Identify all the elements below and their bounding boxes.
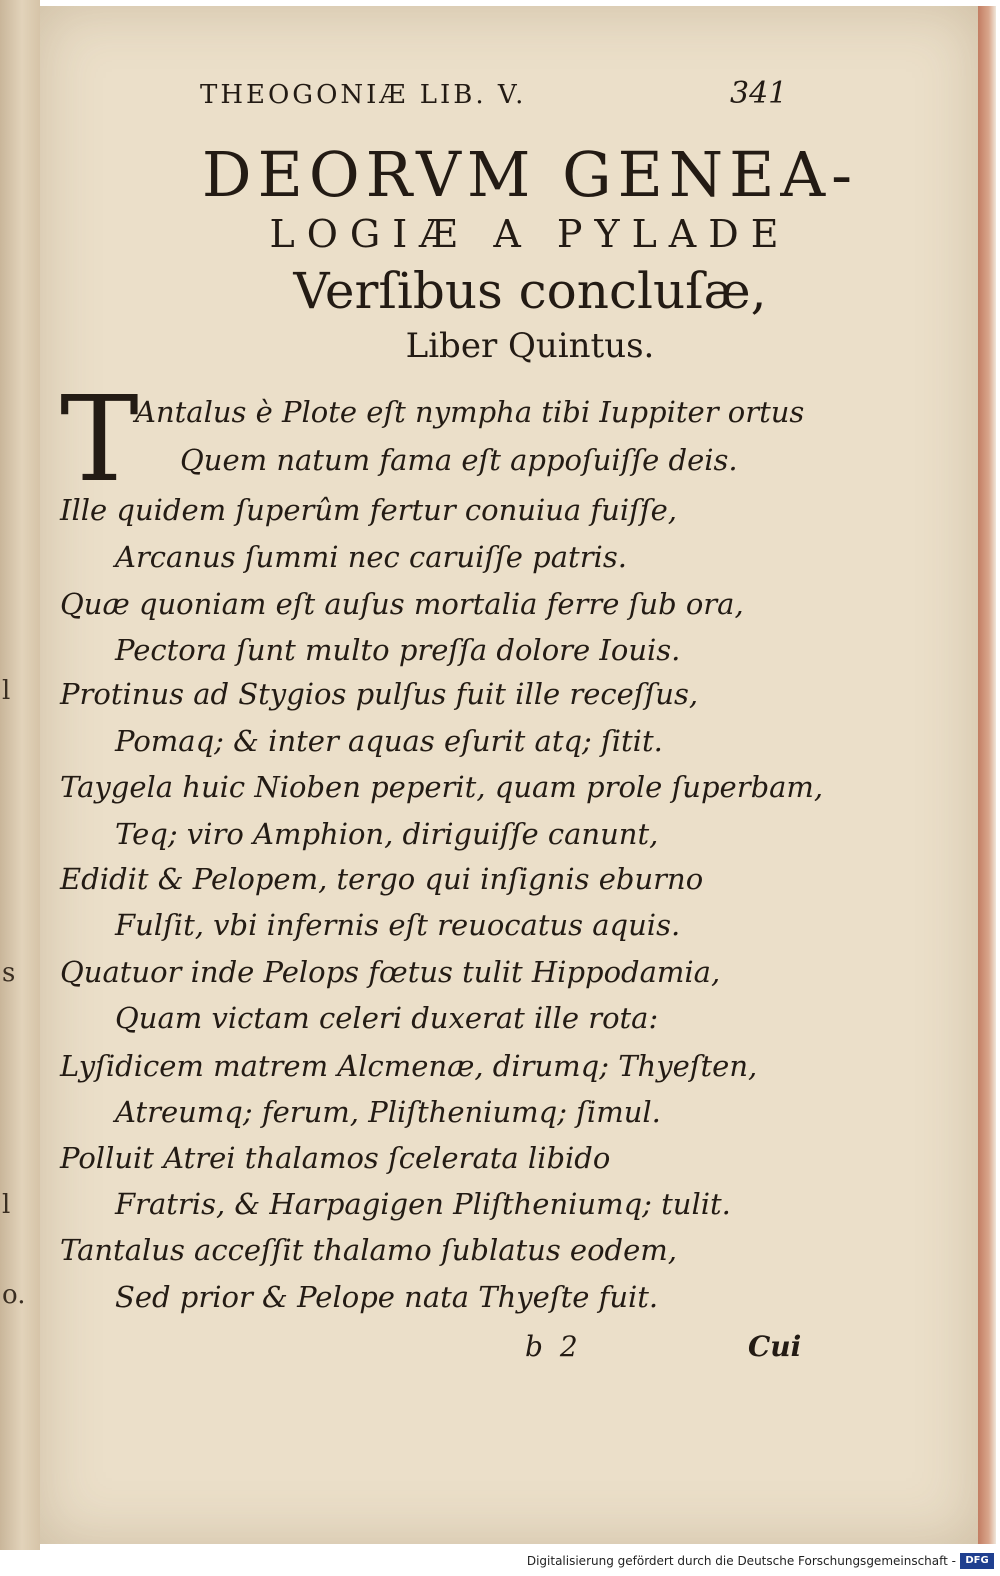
verse-line: Quam victam celeri duxerat ille rota: xyxy=(115,1001,659,1035)
verse-line: Lyſidicem matrem Alcmenæ, dirumq; Thyeſten, xyxy=(60,1049,758,1083)
verse-line: Fulſit, vbi infernis eſt reuocatus aquis. xyxy=(115,908,681,942)
verse-line: Edidit & Pelopem, tergo qui inſignis eburno xyxy=(60,862,704,896)
verse-line: Arcanus ſummi nec caruiſſe patris. xyxy=(115,540,627,574)
signature-mark: b 2 xyxy=(525,1330,582,1363)
edge-fragment: l xyxy=(2,1190,11,1220)
verse-line: Pomaq; & inter aquas eſurit atq; ſitit. xyxy=(115,724,663,758)
verse-line: Quæ quoniam eſt auſus mortalia ferre ſub ora, xyxy=(60,587,744,621)
catchword: Cui xyxy=(748,1330,802,1363)
verse-line: Quatuor inde Pelops fœtus tulit Hippodamia, xyxy=(60,955,721,989)
verse-line: Teq; viro Amphion, diriguiſſe canunt, xyxy=(115,817,659,851)
verse-line: Pectora ſunt multo preſſa dolore Iouis. xyxy=(115,633,681,667)
page-number: 341 xyxy=(730,76,788,111)
title-line-1: DEORVM GENEA- xyxy=(201,138,859,211)
title-line-3: Verſibus concluſæ, xyxy=(293,262,767,320)
verse-line: Ille quidem ſuperûm fertur conuiua fuiſſe, xyxy=(60,493,677,527)
verse-line: Antalus è Plote eſt nympha tibi Iuppiter ortus xyxy=(135,395,805,429)
drop-cap: T xyxy=(60,370,139,508)
verse-line: Protinus ad Stygios pulſus fuit ille receſſus, xyxy=(60,677,699,711)
verse-line: Atreumq; ferum, Pliſtheniumq; ſimul. xyxy=(115,1095,661,1129)
funding-credit: Digitalisierung gefördert durch die Deutsche Forschungsgemeinschaft - xyxy=(526,1554,956,1568)
edge-fragment: s xyxy=(2,958,16,988)
verse-line: Fratris, & Harpagigen Pliſtheniumq; tulit. xyxy=(115,1187,731,1221)
edge-fragment: l xyxy=(2,676,11,706)
verse-line: Polluit Atrei thalamos ſcelerata libido xyxy=(60,1141,611,1175)
verse-line: Taygela huic Nioben peperit, quam prole ſuperbam, xyxy=(60,770,824,804)
verse-line: Quem natum fama eſt appoſuiſſe deis. xyxy=(180,443,738,477)
verse-line: Tantalus acceſſit thalamo ſublatus eodem, xyxy=(60,1233,678,1267)
running-title: THEOGONIÆ LIB. V. xyxy=(200,80,527,110)
title-line-4: Liber Quintus. xyxy=(405,326,655,366)
dfg-logo: DFG xyxy=(960,1553,994,1569)
verse-line: Sed prior & Pelope nata Thyeſte fuit. xyxy=(115,1280,659,1314)
title-line-2: LOGIÆ A PYLADE xyxy=(269,212,791,256)
edge-fragment: o. xyxy=(2,1280,26,1310)
